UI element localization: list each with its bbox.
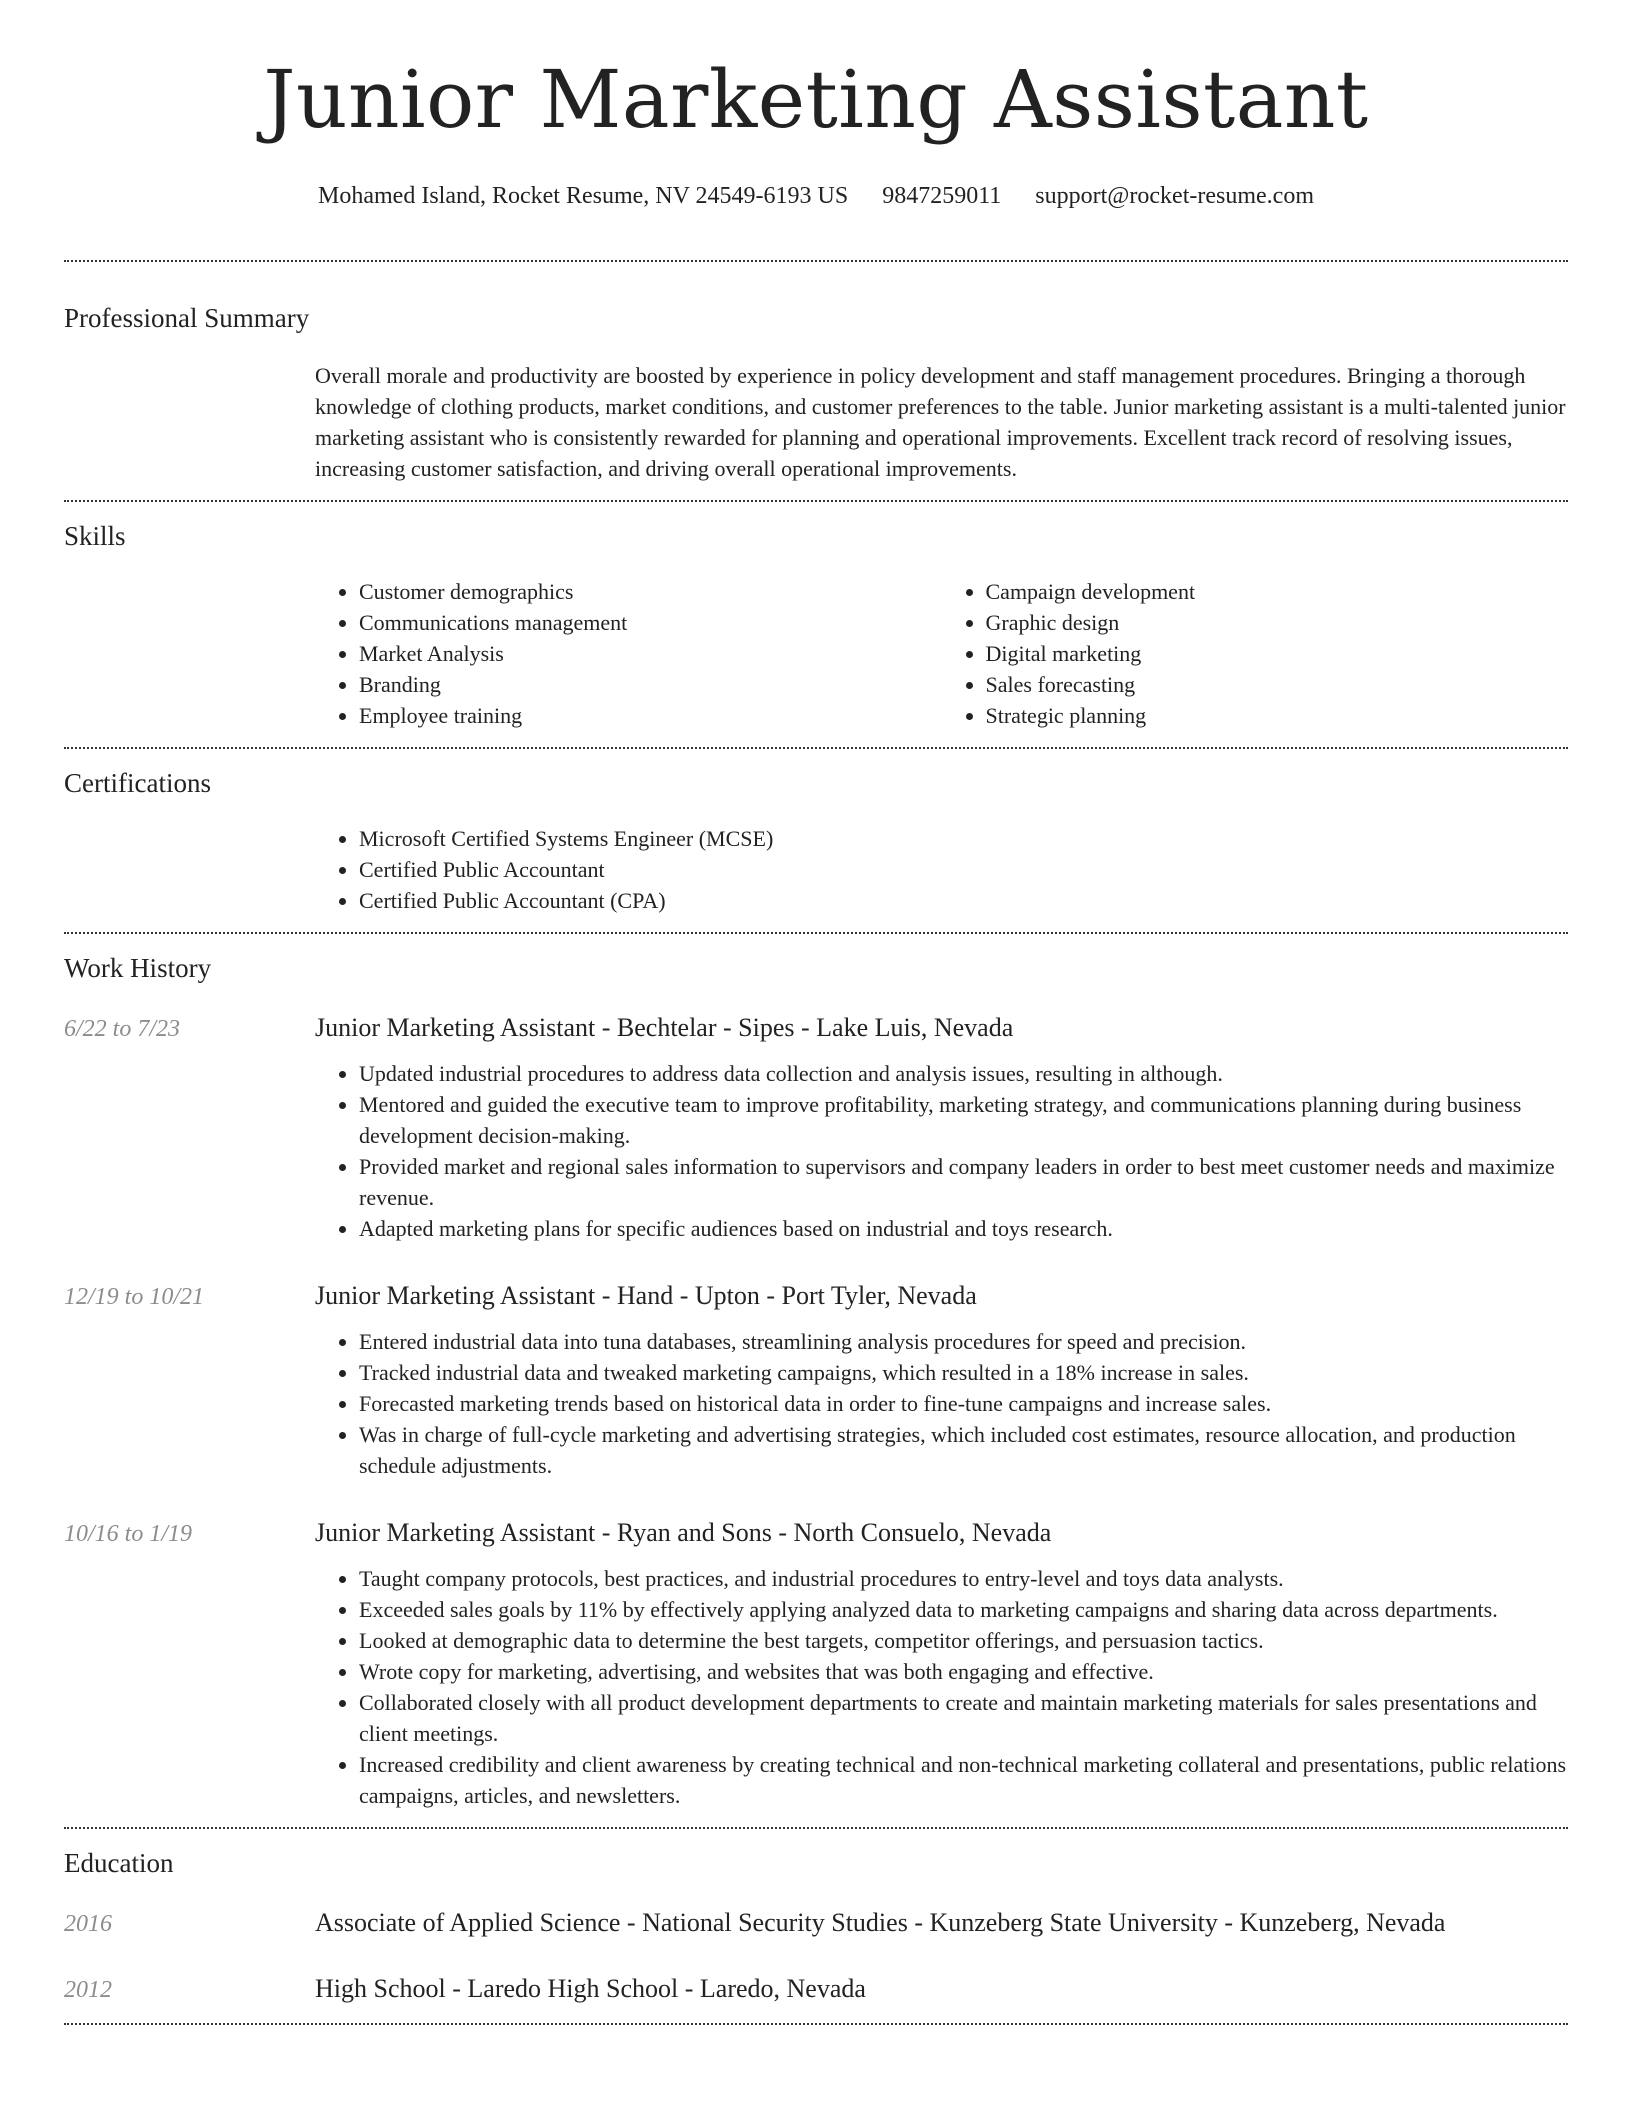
skill-item: • Graphic design <box>986 607 1569 638</box>
job-entry <box>64 1278 1568 1481</box>
skill-item: • Employee training <box>359 700 942 731</box>
contact-email: support@rocket-resume.com <box>1035 183 1314 209</box>
job-bullets <box>315 1563 1568 1811</box>
section-title-skills: Skills <box>64 521 126 551</box>
skills-list-left <box>315 576 942 731</box>
skill-item: • Campaign development <box>986 576 1569 607</box>
resume-title: Junior Marketing Assistant <box>263 53 1369 146</box>
job-dates: 12/19 to 10/21 <box>64 1284 205 1310</box>
section-title-work-history: Work History <box>64 953 212 983</box>
job-title-line: Junior Marketing Assistant - Ryan and Sons - North Consuelo, Nevada <box>315 1518 1052 1547</box>
job-bullets <box>315 1058 1568 1244</box>
job-company: Bechtelar - Sipes - Lake Luis, Nevada <box>616 1013 1014 1042</box>
education-school: Laredo High School - Laredo, Nevada <box>467 1974 866 2003</box>
education-school: Kunzeberg State University - Kunzeberg, Nevada <box>929 1908 1446 1937</box>
divider <box>64 2023 1568 2025</box>
section-title-summary: Professional Summary <box>64 303 310 333</box>
certifications-section <box>64 749 1568 932</box>
job-title-line: Junior Marketing Assistant - Hand - Upton - Port Tyler, Nevada <box>315 1281 977 1310</box>
contact-address: Mohamed Island, Rocket Resume, NV 24549-6193 US <box>318 183 849 209</box>
contact-line <box>64 180 1568 212</box>
education-title-line: Associate of Applied Science - National Security Studies - Kunzeberg State University - Kunzeberg, Nevada <box>315 1908 1446 1937</box>
job-bullet: • Collaborated closely with all product development departments to create and maintain marketing materials for sales presentations and client meetings. <box>359 1687 1568 1749</box>
skill-item: • Sales forecasting <box>986 669 1569 700</box>
certification-item: • Certified Public Accountant (CPA) <box>359 885 1568 916</box>
job-bullet: • Looked at demographic data to determine the best targets, competitor offerings, and persuasion tactics. <box>359 1625 1568 1656</box>
skill-item: • Digital marketing <box>986 638 1569 669</box>
job-company: Hand - Upton - Port Tyler, Nevada <box>616 1281 977 1310</box>
job-bullet: • Entered industrial data into tuna databases, streamlining analysis procedures for speed and precision. <box>359 1326 1568 1357</box>
section-title-certifications: Certifications <box>64 768 211 798</box>
education-year: 2016 <box>64 1911 112 1937</box>
job-bullet: • Forecasted marketing trends based on historical data in order to fine-tune campaigns and increase sales. <box>359 1388 1568 1419</box>
job-dates: 10/16 to 1/19 <box>64 1521 193 1547</box>
summary-section <box>64 262 1568 500</box>
job-bullet: • Increased credibility and client awareness by creating technical and non-technical marketing collateral and presentations, public relations campaigns, articles, and newsletters. <box>359 1749 1568 1811</box>
certification-item: • Certified Public Accountant <box>359 854 1568 885</box>
skill-item: • Market Analysis <box>359 638 942 669</box>
work-history-section <box>64 934 1568 1827</box>
job-bullet: • Tracked industrial data and tweaked marketing campaigns, which resulted in a 18% increase in sales. <box>359 1357 1568 1388</box>
skill-item: • Strategic planning <box>986 700 1569 731</box>
skills-list-right <box>942 576 1569 731</box>
education-entry <box>64 1905 1568 1941</box>
certifications-list <box>315 823 1568 916</box>
skills-section <box>64 502 1568 747</box>
job-bullet: • Adapted marketing plans for specific audiences based on industrial and toys research. <box>359 1213 1568 1244</box>
contact-phone: 9847259011 <box>882 183 1002 209</box>
job-bullet: • Wrote copy for marketing, advertising, and websites that was both engaging and effective. <box>359 1656 1568 1687</box>
job-bullet: • Taught company protocols, best practices, and industrial procedures to entry-level and toys data analysts. <box>359 1563 1568 1594</box>
job-bullet: • Provided market and regional sales information to supervisors and company leaders in order to best meet customer needs and maximize revenue. <box>359 1151 1568 1213</box>
job-dates: 6/22 to 7/23 <box>64 1016 181 1042</box>
job-bullet: • Was in charge of full-cycle marketing and advertising strategies, which included cost estimates, resource allocation, and production schedule adjustments. <box>359 1419 1568 1481</box>
summary-text: Overall morale and productivity are boosted by experience in policy development and staff management procedures. Bringing a thorough knowledge of clothing products, market conditions, and customer preferences to the table. Junior marketing assistant is a multi-talented junior marketing assistant who is consistently rewarded for planning and operational improvements. Excellent track record of resolving issues, increasing customer satisfaction, and driving overall operational improvements. <box>315 363 1566 481</box>
education-title-line: High School - Laredo High School - Laredo, Nevada <box>315 1974 866 2003</box>
job-header <box>64 1278 1568 1314</box>
job-entry <box>64 1010 1568 1244</box>
skills-columns <box>315 576 1568 731</box>
job-role: Junior Marketing Assistant <box>315 1518 596 1547</box>
job-header <box>64 1010 1568 1046</box>
job-role: Junior Marketing Assistant <box>315 1281 596 1310</box>
job-bullet: • Updated industrial procedures to address data collection and analysis issues, resulting in although. <box>359 1058 1568 1089</box>
education-degree: High School <box>315 1974 446 2003</box>
education-entry <box>64 1971 1568 2007</box>
job-bullet: • Exceeded sales goals by 11% by effectively applying analyzed data to marketing campaigns and sharing data across departments. <box>359 1594 1568 1625</box>
job-entry <box>64 1515 1568 1811</box>
education-year: 2012 <box>64 1977 112 2003</box>
job-role: Junior Marketing Assistant <box>315 1013 596 1042</box>
education-section <box>64 1829 1568 2023</box>
job-bullets <box>315 1326 1568 1481</box>
certifications-list-wrap <box>315 823 1568 916</box>
job-title-line: Junior Marketing Assistant - Bechtelar - Sipes - Lake Luis, Nevada <box>315 1013 1014 1042</box>
job-header <box>64 1515 1568 1551</box>
job-bullet: • Mentored and guided the executive team to improve profitability, marketing strategy, and communications planning during business development decision-making. <box>359 1089 1568 1151</box>
education-degree: Associate of Applied Science - National Security Studies <box>315 1908 908 1937</box>
certification-item: • Microsoft Certified Systems Engineer (MCSE) <box>359 823 1568 854</box>
job-company: Ryan and Sons - North Consuelo, Nevada <box>616 1518 1052 1547</box>
skill-item: • Branding <box>359 669 942 700</box>
section-title-education: Education <box>64 1848 174 1878</box>
skill-item: • Customer demographics <box>359 576 942 607</box>
skill-item: • Communications management <box>359 607 942 638</box>
